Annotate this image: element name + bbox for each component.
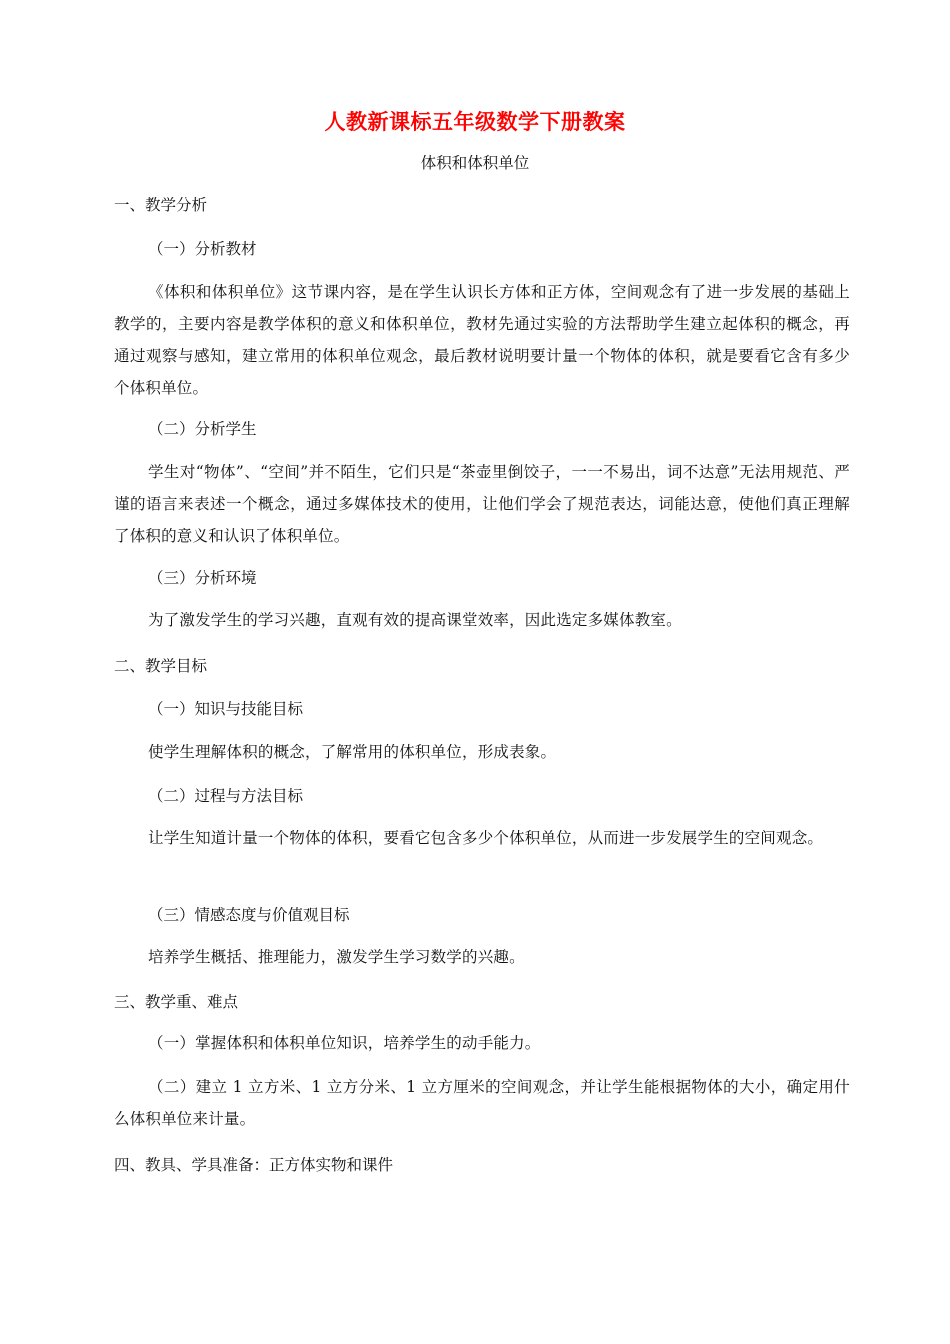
- section-heading-key-points: 三、教学重、难点: [114, 993, 239, 1011]
- paragraph-knowledge-goal: 使学生理解体积的概念，了解常用的体积单位，形成表象。: [148, 743, 557, 761]
- paragraph-students: 学生对“物体”、“空间”并不陌生，它们只是“茶壶里倒饺子，一一不易出，词不达意”无法用规范、严谨的语言来表述一个概念，通过多媒体技术的使用，让他们学会了规范表达，词能达意，使他们真正理解了体积的意义和认识了体积单位。: [114, 463, 850, 545]
- subheading-attitude-goal: （三）情感态度与价值观目标: [148, 906, 350, 924]
- document-subtitle: 体积和体积单位: [420, 154, 530, 172]
- paragraph-environment: 为了激发学生的学习兴趣，直观有效的提高课堂效率，因此选定多媒体教室。: [148, 611, 682, 629]
- subheading-students: （二）分析学生: [148, 420, 257, 438]
- paragraph-process-goal: 让学生知道计量一个物体的体积，要看它包含多少个体积单位，从而进一步发展学生的空间观念。: [148, 829, 824, 847]
- subheading-process-goal: （二）过程与方法目标: [148, 787, 304, 805]
- paragraph-attitude-goal: 培养学生概括、推理能力，激发学生学习数学的兴趣。: [148, 948, 525, 966]
- section-heading-analysis: 一、教学分析: [114, 196, 208, 214]
- section-heading-materials-prep: 四、教具、学具准备：正方体实物和课件: [114, 1156, 394, 1174]
- section-heading-goals: 二、教学目标: [114, 657, 208, 675]
- subheading-environment: （三）分析环境: [148, 569, 257, 587]
- paragraph-key-point-2: （二）建立 1 立方米、1 立方分米、1 立方厘米的空间观念，并让学生能根据物体的大小，确定用什么体积单位来计量。: [114, 1078, 850, 1128]
- subheading-materials: （一）分析教材: [148, 240, 257, 258]
- paragraph-materials: 《体积和体积单位》这节课内容，是在学生认识长方体和正方体，空间观念有了进一步发展的基础上教学的，主要内容是教学体积的意义和体积单位，教材先通过实验的方法帮助学生建立起体积的概念，再通过观察与感知，建立常用的体积单位观念，最后教材说明要计量一个物体的体积，就是要看它含有多少个体积单位。: [114, 283, 850, 397]
- document-title: 人教新课标五年级数学下册教案: [324, 110, 626, 134]
- subheading-knowledge-goal: （一）知识与技能目标: [148, 700, 304, 718]
- paragraph-key-point-1: （一）掌握体积和体积单位知识，培养学生的动手能力。: [148, 1034, 541, 1052]
